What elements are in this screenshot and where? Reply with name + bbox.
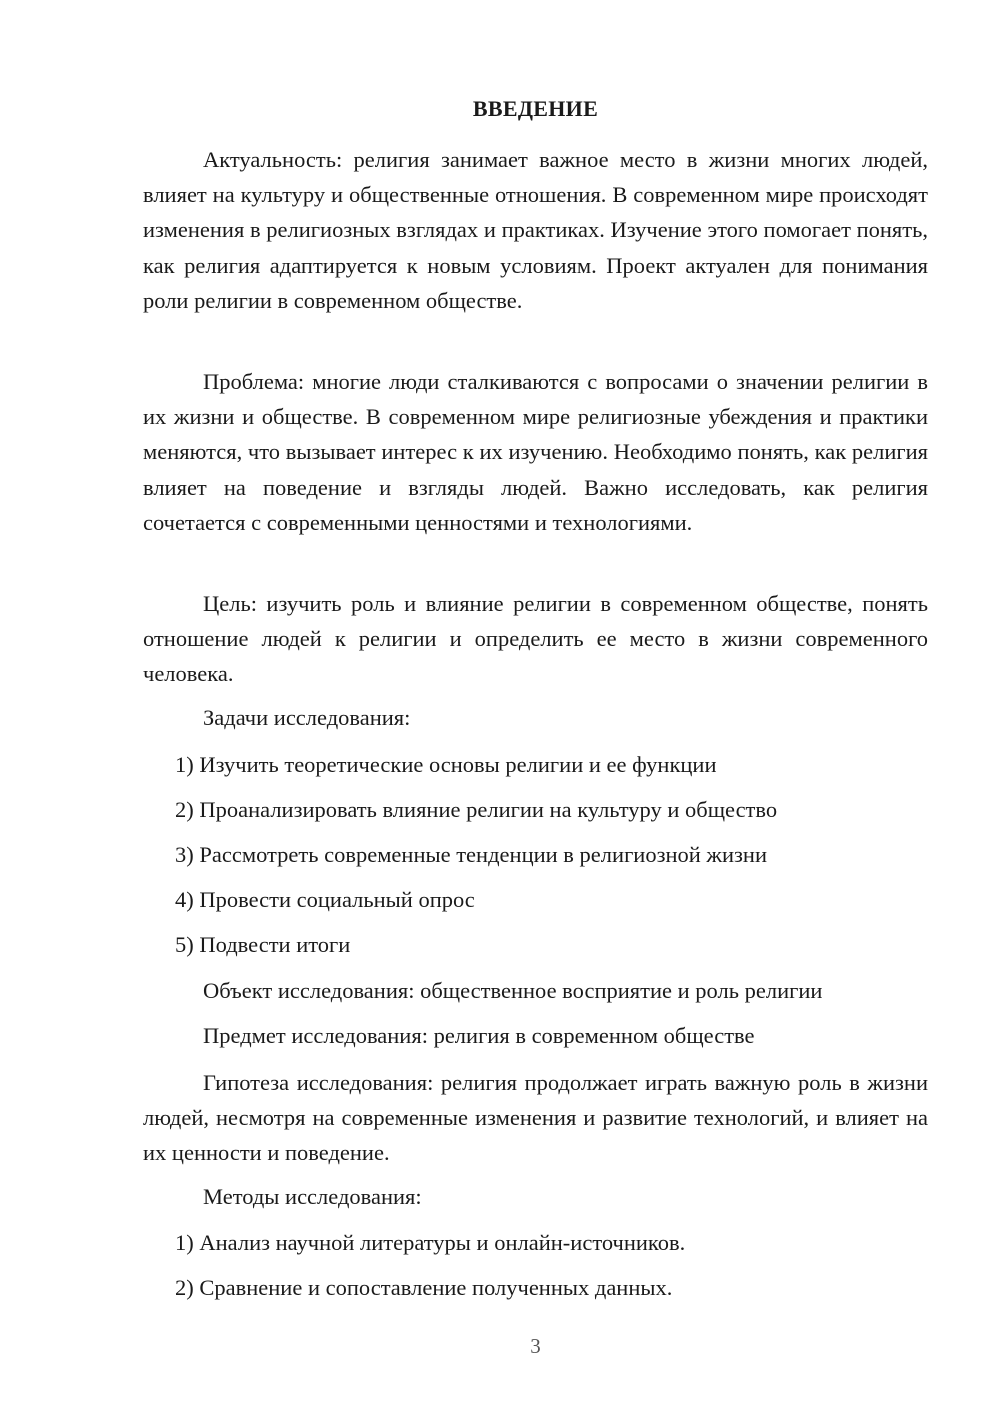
document-page <box>143 0 928 1414</box>
page-number: 3 <box>530 1334 541 1358</box>
task-item-1: 1) Изучить теоретические основы религии и ее функции <box>175 752 717 777</box>
method-item-1: 1) Анализ научной литературы и онлайн-источников. <box>175 1230 686 1255</box>
task-item-2: 2) Проанализировать влияние религии на культуру и общество <box>175 797 778 822</box>
hypothesis-paragraph: Гипотеза исследования: религия продолжает играть важную роль в жизни людей, несмотря на современные изменения и развитие технологий, и влияет на их ценности и поведение. <box>143 1070 928 1166</box>
page-title: ВВЕДЕНИЕ <box>472 96 599 121</box>
methods-heading: Методы исследования: <box>203 1184 422 1209</box>
method-item-2: 2) Сравнение и сопоставление полученных данных. <box>175 1275 673 1300</box>
task-item-3: 3) Рассмотреть современные тенденции в религиозной жизни <box>175 842 767 867</box>
task-item-4: 4) Провести социальный опрос <box>175 887 475 912</box>
relevance-paragraph: Актуальность: религия занимает важное место в жизни многих людей, влияет на культуру и общественные отношения. В современном мире происходят изменения в религиозных взглядах и практиках. Изучение этого помогает понять, как религия адаптируется к новым условиям. Проект актуален для понимания роли религии в современном обществе. <box>143 147 928 313</box>
problem-paragraph: Проблема: многие люди сталкиваются с вопросами о значении религии в их жизни и обществе. В современном мире религиозные убеждения и практики меняются, что вызывает интерес к их изучению. Необходимо понять, как религия влияет на поведение и взгляды людей. Важно исследовать, как религия сочетается с современными ценностями и технологиями. <box>143 369 928 535</box>
goal-paragraph: Цель: изучить роль и влияние религии в современном обществе, понять отношение людей к религии и определить ее место в жизни современного человека. <box>143 591 928 687</box>
object-line: Объект исследования: общественное восприятие и роль религии <box>203 978 823 1003</box>
task-item-5: 5) Подвести итоги <box>175 932 351 957</box>
subject-line: Предмет исследования: религия в современном обществе <box>203 1023 755 1048</box>
tasks-heading: Задачи исследования: <box>203 705 411 730</box>
